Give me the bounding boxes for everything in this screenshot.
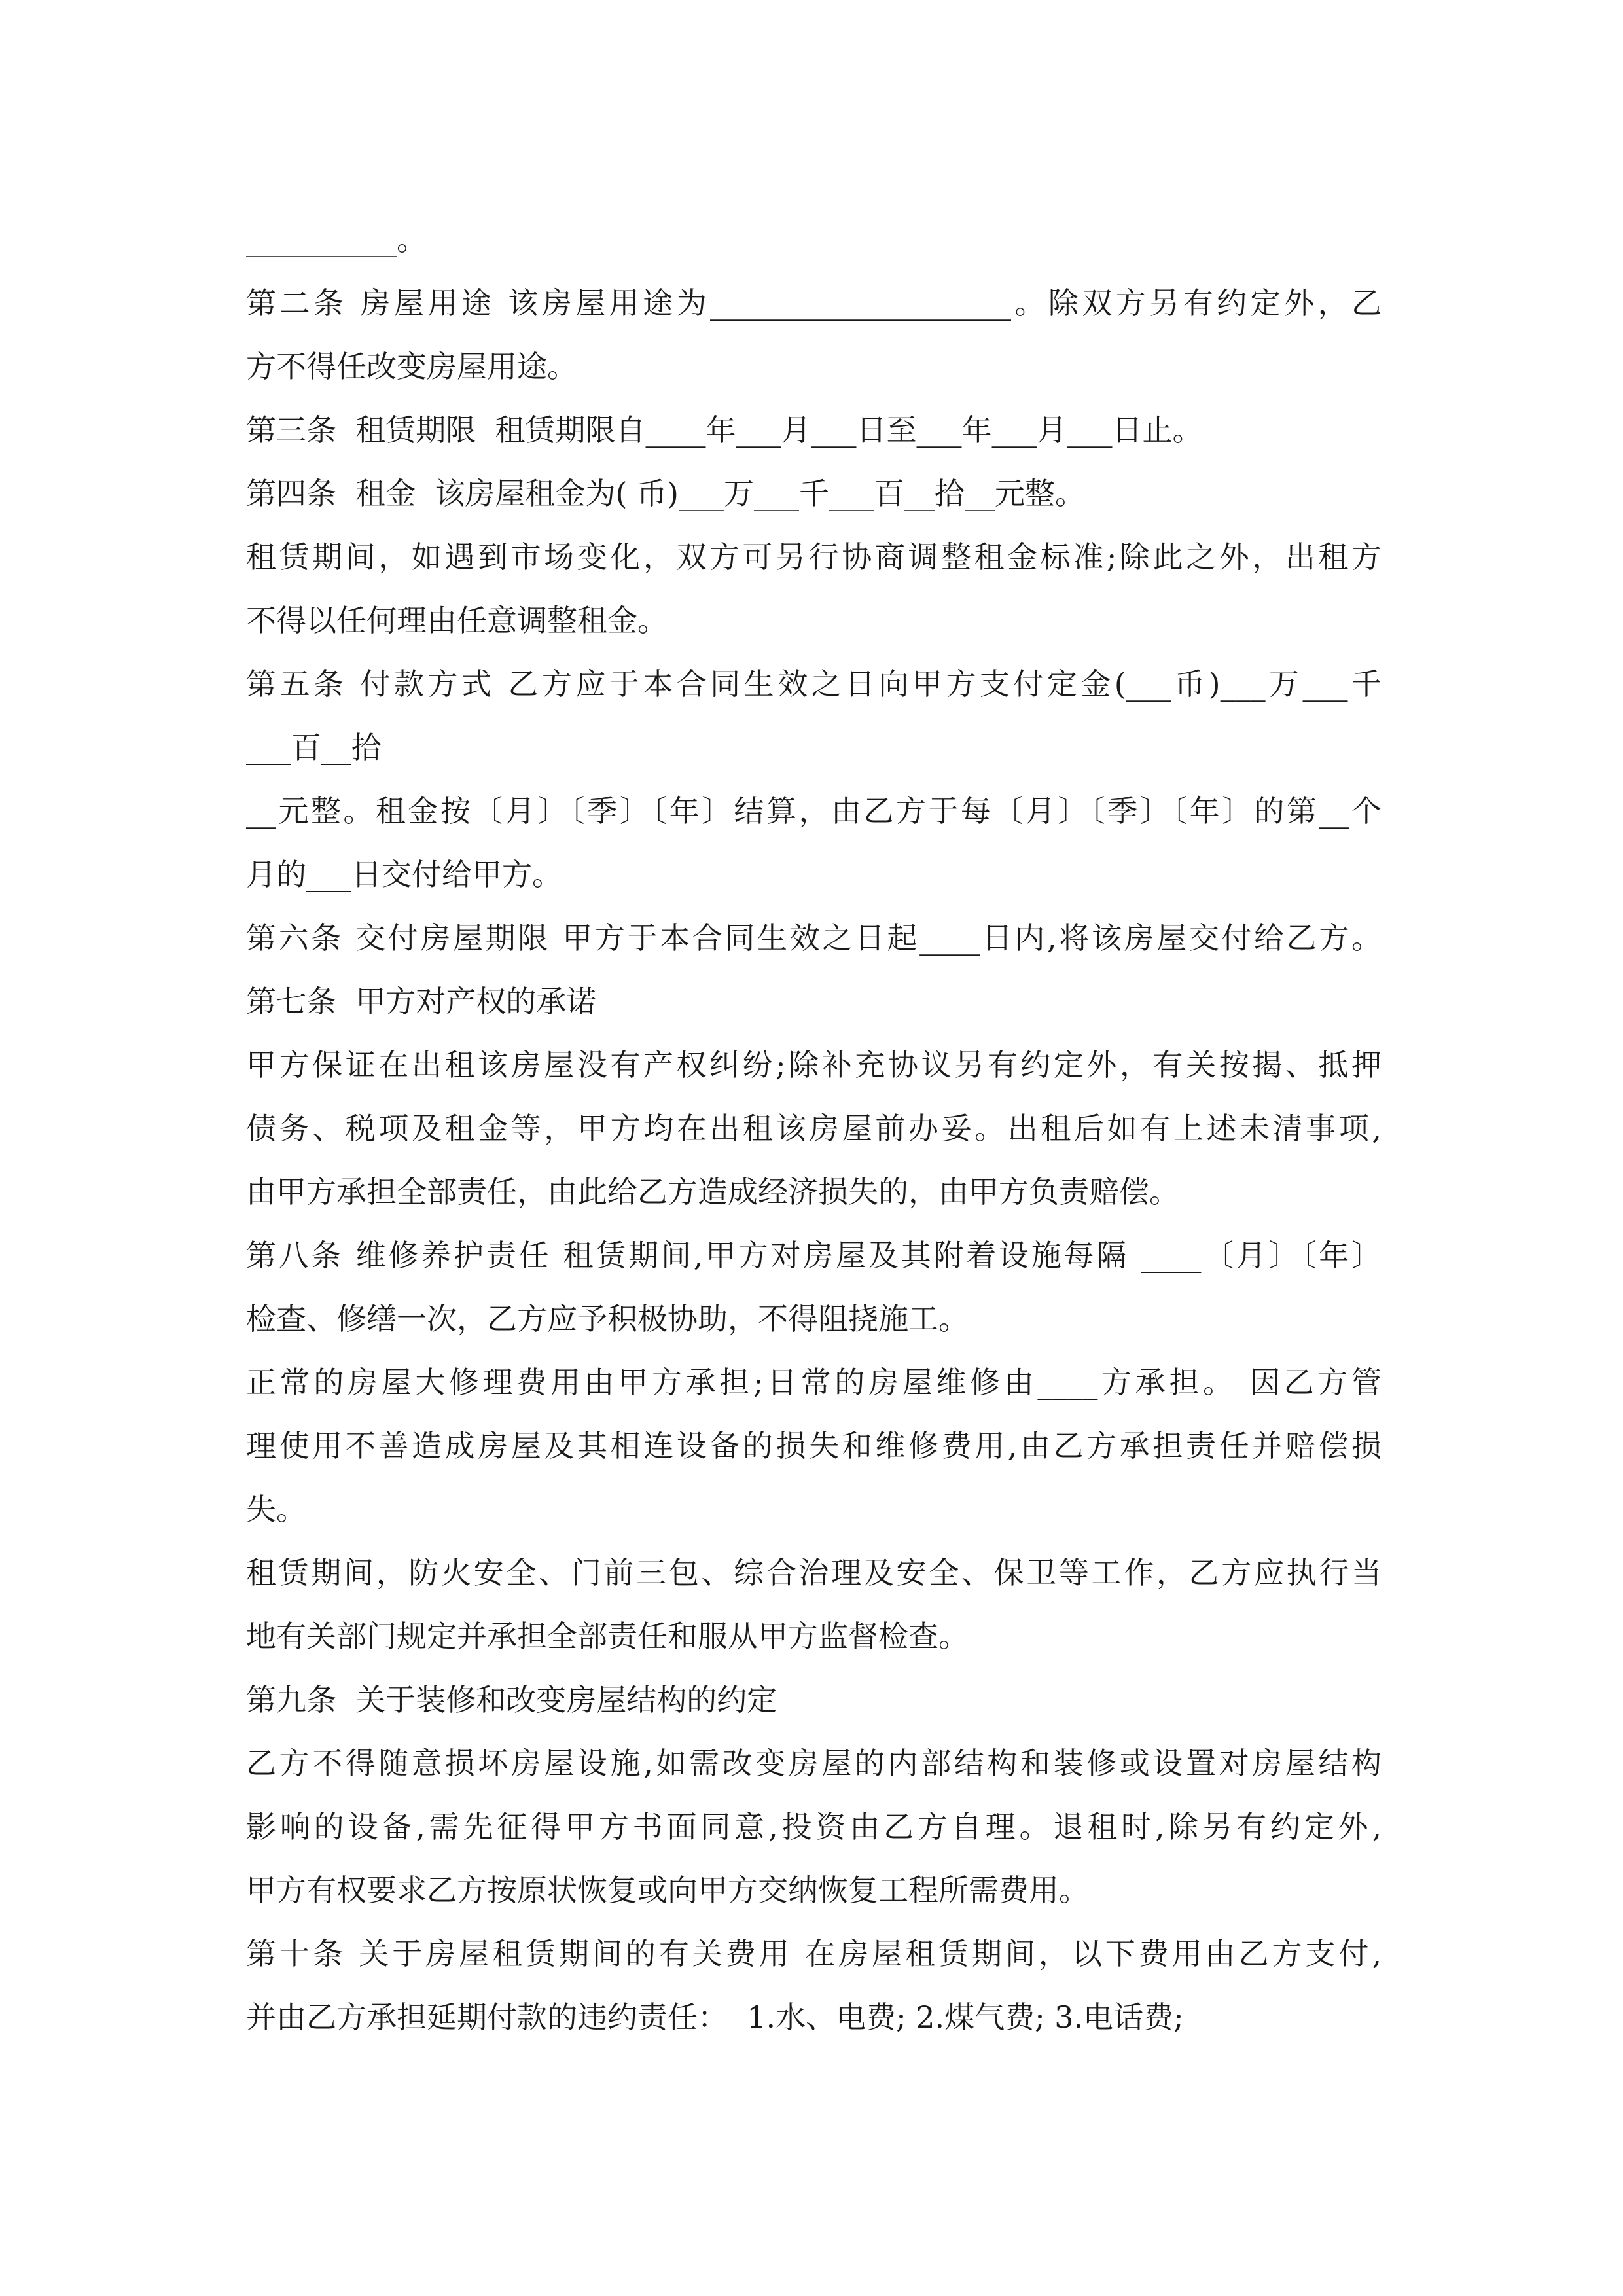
text-line: 地有关部门规定并承担全部责任和服从甲方监督检查。 — [246, 1619, 969, 1654]
text-line: 乙方不得随意损坏房屋设施,如需改变房屋的内部结构和装修或设置对房屋结构 — [246, 1746, 1382, 1781]
text-line: 甲方保证在出租该房屋没有产权纠纷;除补充协议另有约定外，有关按揭、抵押 — [246, 1047, 1382, 1083]
text-line: 由甲方承担全部责任，由此给乙方造成经济损失的，由甲方负责赔偿。 — [246, 1174, 1179, 1210]
text-line: 第八条 维修养护责任 租赁期间,甲方对房屋及其附着设施每隔 ____〔月〕〔年〕 — [246, 1238, 1382, 1273]
text-line: 第七条 甲方对产权的承诺 — [246, 984, 597, 1019]
text-line: 第三条 租赁期限 租赁期限自____年___月___日至___年___月___日止。 — [246, 412, 1203, 448]
text-line: 并由乙方承担延期付款的违约责任： 1.水、电费; 2.煤气费; 3.电话费; — [246, 2000, 1184, 2035]
text-line: __________。 — [246, 222, 427, 257]
text-line: __元整。租金按〔月〕〔季〕〔年〕结算，由乙方于每〔月〕〔季〕〔年〕的第__个 — [246, 793, 1382, 829]
text-line: 月的___日交付给甲方。 — [246, 857, 562, 892]
text-line: 检查、修缮一次，乙方应予积极协助，不得阻挠施工。 — [246, 1301, 969, 1336]
text-line: 第二条 房屋用途 该房屋用途为____________________。除双方另有约定外，乙 — [246, 285, 1382, 321]
text-line: 失。 — [246, 1492, 306, 1527]
text-line: 第五条 付款方式 乙方应于本合同生效之日向甲方支付定金(___币)___万___千 — [246, 666, 1382, 702]
text-line: 租赁期间，如遇到市场变化，双方可另行协商调整租金标准;除此之外，出租方 — [246, 539, 1382, 575]
text-line: 第九条 关于装修和改变房屋结构的约定 — [246, 1682, 777, 1717]
text-line: 第六条 交付房屋期限 甲方于本合同生效之日起____日内,将该房屋交付给乙方。 — [246, 920, 1382, 956]
text-line: 第十条 关于房屋租赁期间的有关费用 在房屋租赁期间，以下费用由乙方支付, — [246, 1936, 1382, 1971]
text-line: ___百__拾 — [246, 730, 382, 765]
text-line: 理使用不善造成房屋及其相连设备的损失和维修费用,由乙方承担责任并赔偿损 — [246, 1428, 1382, 1463]
text-line: 债务、税项及租金等，甲方均在出租该房屋前办妥。出租后如有上述未清事项, — [246, 1111, 1382, 1146]
text-line: 租赁期间，防火安全、门前三包、综合治理及安全、保卫等工作，乙方应执行当 — [246, 1555, 1382, 1590]
text-line: 第四条 租金 该房屋租金为( 币)___万___千___百__拾__元整。 — [246, 476, 1086, 511]
text-line: 方不得任改变房屋用途。 — [246, 349, 577, 384]
text-line: 不得以任何理由任意调整租金。 — [246, 603, 668, 638]
text-line: 影响的设备,需先征得甲方书面同意,投资由乙方自理。退租时,除另有约定外, — [246, 1809, 1382, 1844]
text-line: 正常的房屋大修理费用由甲方承担;日常的房屋维修由____方承担。 因乙方管 — [246, 1365, 1382, 1400]
contract-body — [246, 208, 1382, 2049]
text-line: 甲方有权要求乙方按原状恢复或向甲方交纳恢复工程所需费用。 — [246, 1873, 1089, 1908]
